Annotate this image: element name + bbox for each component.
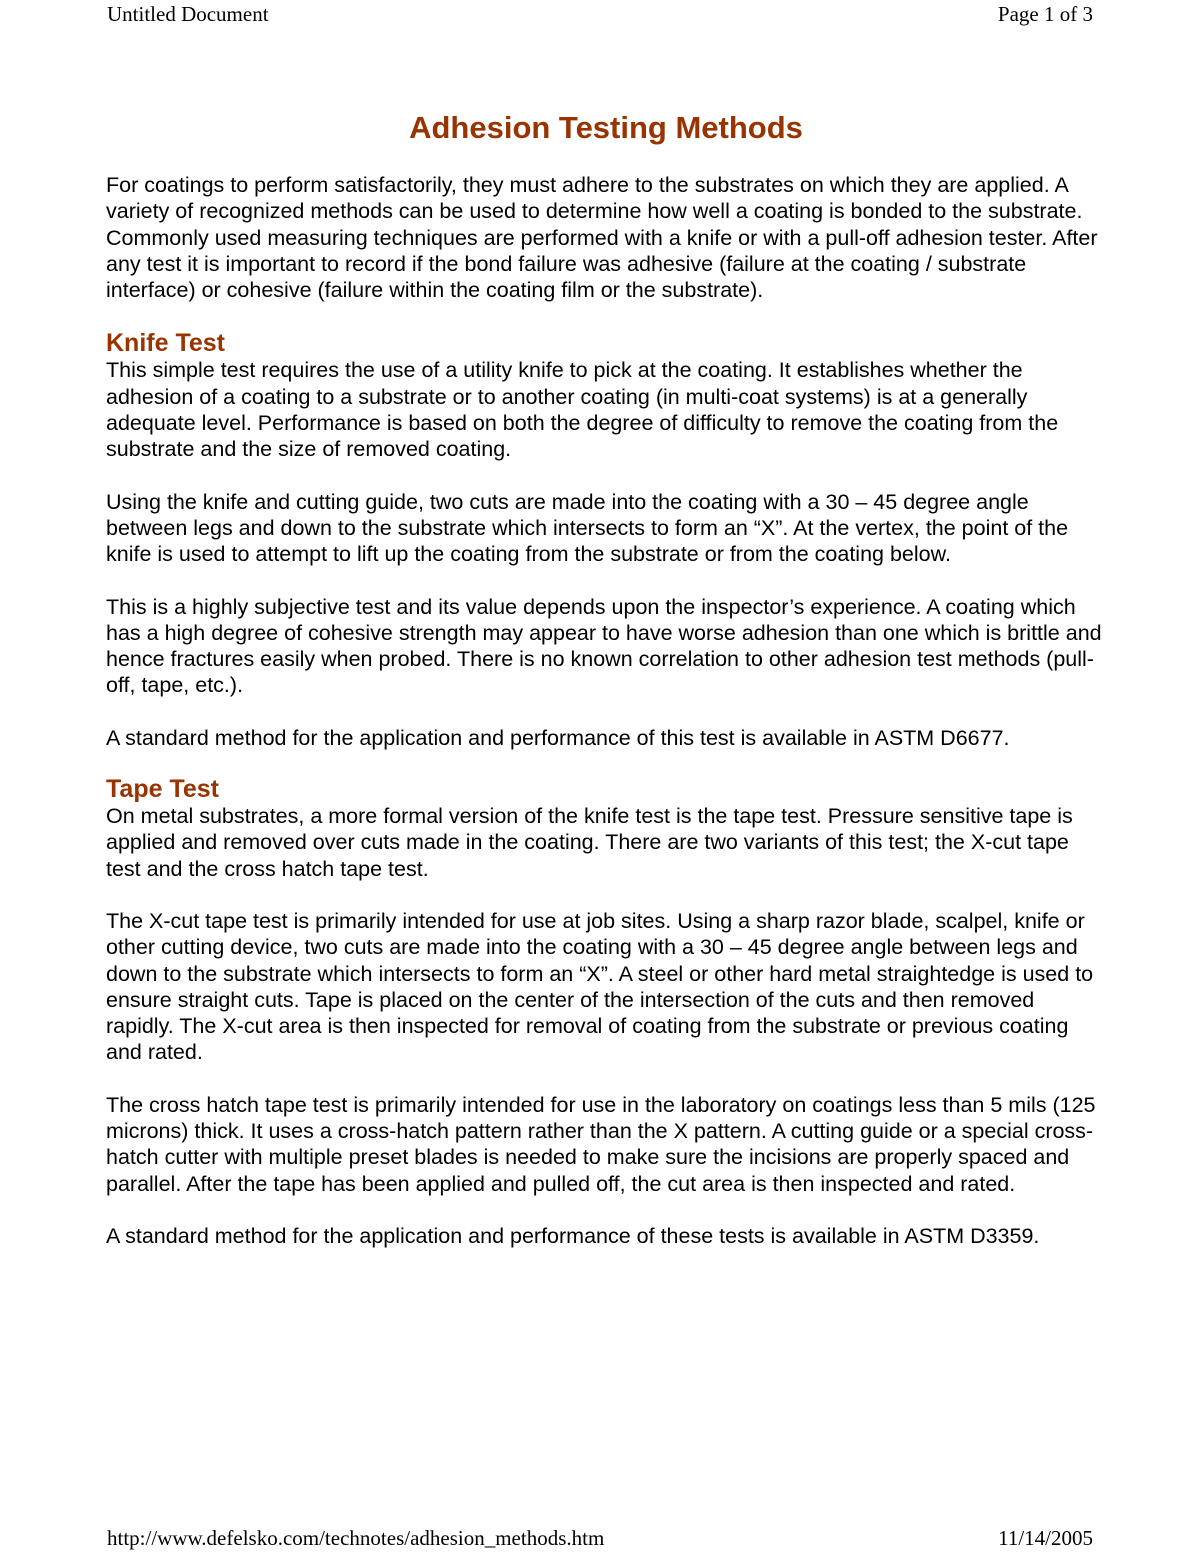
- section-heading-knife-test: Knife Test: [106, 329, 225, 358]
- source-url: http://www.defelsko.com/technotes/adhesion_methods.htm: [107, 1526, 605, 1550]
- tape-test-paragraph: A standard method for the application and performance of these tests is available in ASTM D3359.: [106, 1223, 1040, 1248]
- knife-test-paragraph: Using the knife and cutting guide, two cuts are made into the coating with a 30 – 45 degree angle between legs and down to the substrate which intersects to form an “X”. At the vertex, the point of the knife is used to attempt to lift up the coating from the substrate or from the coating below.: [106, 489, 1069, 567]
- knife-test-paragraph: This simple test requires the use of a utility knife to pick at the coating. It establishes whether the adhesion of a coating to a substrate or to another coating (in multi-coat systems) is at a generally adequate level. Performance is based on both the degree of difficulty to remove the coating from the substrate and the size of removed coating.: [106, 358, 1059, 462]
- tape-test-paragraph: The X-cut tape test is primarily intended for use at job sites. Using a sharp razor blade, scalpel, knife or other cutting device, two cuts are made into the coating with a 30 – 45 degree angle between legs and down to the substrate which intersects to form an “X”. A steel or other hard metal straightedge is used to ensure straight cuts. Tape is placed on the center of the intersection of the cuts and then removed rapidly. The X-cut area is then inspected for removal of coating from the substrate or previous coating and rated.: [106, 908, 1094, 1065]
- page-header: [107, 2, 1093, 27]
- section-heading-tape-test: Tape Test: [106, 775, 219, 804]
- knife-test-paragraph: This is a highly subjective test and its value depends upon the inspector’s experience. A coating which has a high degree of cohesive strength may appear to have worse adhesion than one which is brittle and hence fractures easily when probed. There is no known correlation to other adhesion test methods (pull-off, tape, etc.).: [106, 594, 1102, 698]
- print-date: 11/14/2005: [998, 1526, 1093, 1550]
- knife-test-paragraph: A standard method for the application and performance of this test is available in ASTM D6677.: [106, 725, 1010, 750]
- page-indicator: Page 1 of 3: [997, 2, 1093, 26]
- article-title: Adhesion Testing Methods: [409, 110, 803, 145]
- document-title: Untitled Document: [107, 2, 269, 26]
- tape-test-paragraph: On metal substrates, a more formal version of the knife test is the tape test. Pressure sensitive tape is applied and removed over cuts made in the coating. There are two variants of this test; the X-cut tape test and the cross hatch tape test.: [106, 804, 1073, 881]
- tape-test-paragraph: The cross hatch tape test is primarily intended for use in the laboratory on coatings less than 5 mils (125 microns) thick. It uses a cross-hatch pattern rather than the X pattern. A cutting guide or a special cross-hatch cutter with multiple preset blades is needed to make sure the incisions are properly spaced and parallel. After the tape has been applied and pulled off, the cut area is then inspected and rated.: [106, 1092, 1096, 1196]
- article: [106, 106, 1106, 1249]
- intro-paragraph: For coatings to perform satisfactorily, they must adhere to the substrates on which they are applied. A variety of recognized methods can be used to determine how well a coating is bonded to the substrate. Commonly used measuring techniques are performed with a knife or with a pull-off adhesion tester. After any test it is important to record if the bond failure was adhesive (failure at the coating / substrate interface) or cohesive (failure within the coating film or the substrate).: [106, 173, 1098, 303]
- page-footer: [107, 1526, 1093, 1551]
